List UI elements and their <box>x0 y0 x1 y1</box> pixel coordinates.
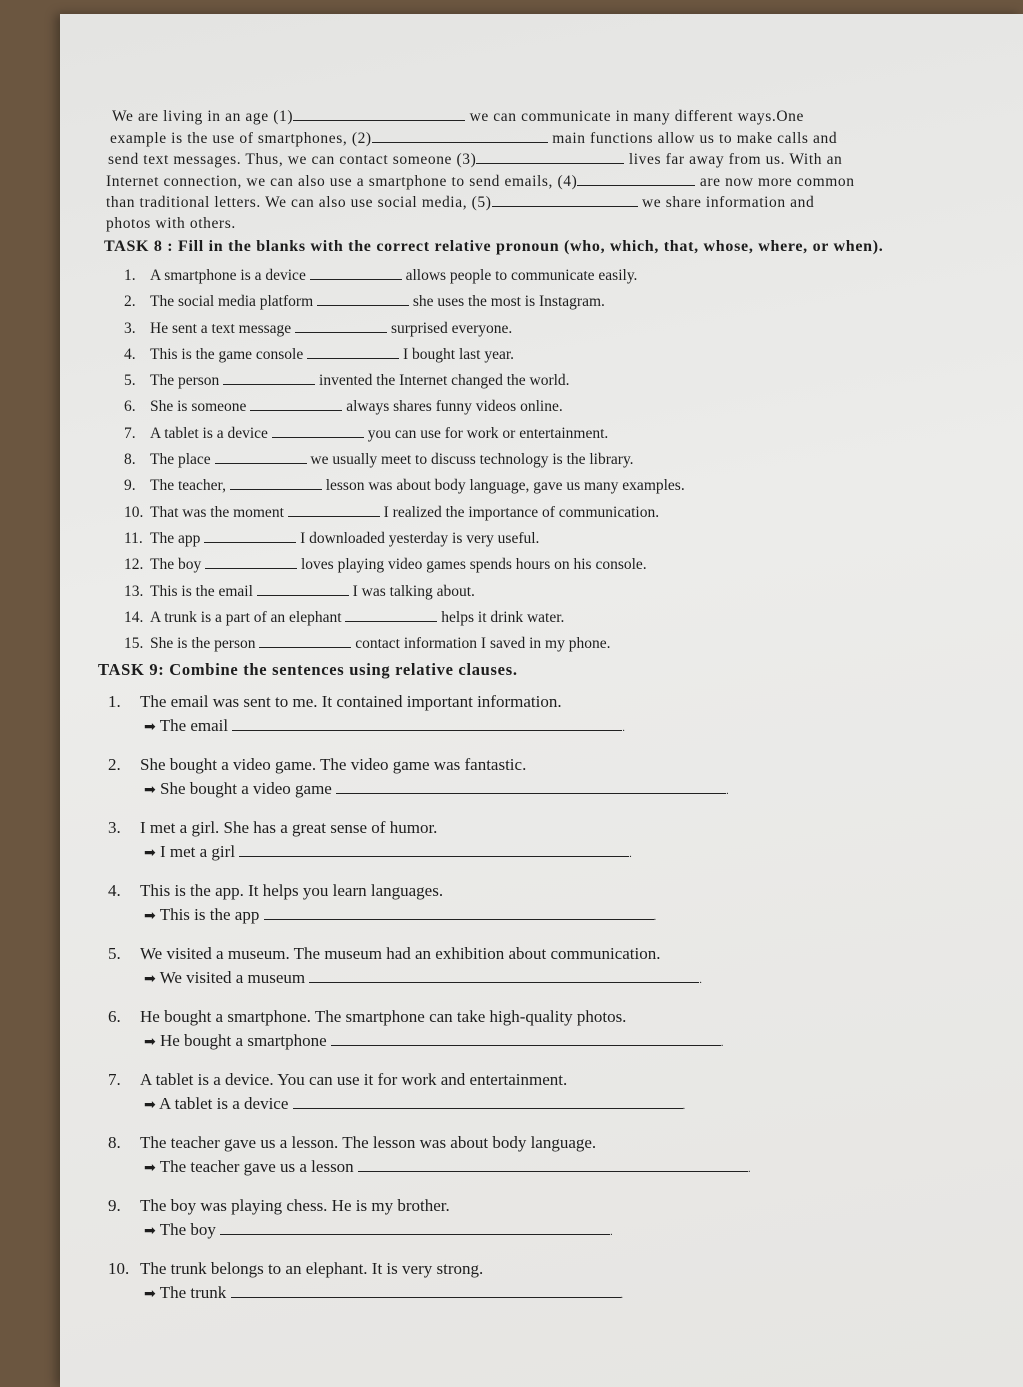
item-text-before: A tablet is a device <box>150 424 268 442</box>
blank-1[interactable] <box>293 106 465 121</box>
task8-item <box>124 289 998 315</box>
item-text-before: She is the person <box>150 635 256 653</box>
task8-item <box>124 579 998 605</box>
arrow-right-icon: ➡ <box>144 971 156 988</box>
arrow-right-icon: ➡ <box>144 1034 156 1051</box>
item-text-before: A trunk is a part of an elephant <box>150 608 342 626</box>
item-text-after: I downloaded yesterday is very useful. <box>300 529 540 547</box>
period-mark: . <box>620 1290 624 1302</box>
task8-item <box>124 368 998 394</box>
task8-item <box>124 394 998 420</box>
item-number: 6. <box>124 398 136 416</box>
question-text: I met a girl. She has a great sense of humor. <box>140 818 438 838</box>
item-number: 12. <box>124 556 144 574</box>
answer-blank[interactable] <box>288 502 380 517</box>
item-text-after: always shares funny videos online. <box>346 398 563 416</box>
answer-blank[interactable] <box>295 318 387 333</box>
answer-line[interactable] <box>336 779 726 794</box>
item-number: 1. <box>108 692 121 712</box>
task9-answer <box>108 1218 998 1245</box>
item-text-after: she uses the most is Instagram. <box>412 293 605 311</box>
task9-item <box>108 1005 998 1056</box>
item-number: 2. <box>124 293 136 311</box>
passage-line-4 <box>98 171 998 193</box>
answer-blank[interactable] <box>204 528 296 543</box>
task8-list <box>98 263 998 657</box>
arrow-right-icon: ➡ <box>144 1097 156 1114</box>
task9-item <box>108 879 998 930</box>
passage-text: lives far away from us. With an <box>628 151 843 168</box>
passage-text: We are living in an age (1) <box>112 108 294 125</box>
task8-item <box>124 342 998 368</box>
passage-line-3 <box>98 149 998 171</box>
arrow-right-icon: ➡ <box>144 908 156 925</box>
task9-answer <box>108 1029 998 1056</box>
period-mark: . <box>610 1227 613 1239</box>
task9-answer <box>108 714 998 741</box>
period-mark: . <box>622 723 625 735</box>
item-text-after: allows people to communicate easily. <box>405 267 638 284</box>
answer-line[interactable] <box>309 968 699 983</box>
question-text: We visited a museum. The museum had an exhibition about communication. <box>140 944 661 964</box>
task9-answer <box>108 1092 998 1119</box>
arrow-right-icon: ➡ <box>144 1223 156 1240</box>
task9-question <box>108 1257 998 1281</box>
item-text-after: invented the Internet changed the world. <box>319 372 570 390</box>
task9-answer <box>108 777 998 804</box>
arrow-right-icon: ➡ <box>144 1286 156 1303</box>
answer-blank[interactable] <box>215 449 307 464</box>
period-mark: . <box>682 1101 686 1113</box>
question-text: The boy was playing chess. He is my brother. <box>140 1196 450 1216</box>
answer-blank[interactable] <box>307 344 399 359</box>
passage-text: main functions allow us to make calls and <box>552 129 838 147</box>
task9-question <box>108 753 998 777</box>
item-text-before: He sent a text message <box>150 319 292 337</box>
answer-blank[interactable] <box>250 396 342 411</box>
period-mark: . <box>653 912 657 924</box>
passage-text: example is the use of smartphones, (2) <box>110 129 372 147</box>
answer-starter: The boy <box>159 1220 216 1240</box>
answer-starter: He bought a smartphone <box>159 1031 327 1051</box>
task9-answer <box>108 1155 998 1182</box>
task8-item <box>124 526 998 552</box>
period-mark: . <box>726 786 729 798</box>
answer-line[interactable] <box>220 1220 610 1235</box>
task9-answer <box>108 966 998 993</box>
task8-item <box>124 316 998 342</box>
item-number: 6. <box>108 1007 121 1027</box>
answer-blank[interactable] <box>259 633 351 648</box>
answer-starter: The email <box>159 716 229 736</box>
period-mark: . <box>699 975 702 987</box>
item-text-after: I realized the importance of communication. <box>383 503 660 521</box>
passage-text: send text messages. Thus, we can contact someone (3) <box>108 151 477 168</box>
item-number: 5. <box>124 372 136 390</box>
item-number: 15. <box>124 635 144 653</box>
passage-text: Internet connection, we can also use a smartphone to send emails, (4) <box>106 172 578 190</box>
question-text: The trunk belongs to an elephant. It is very strong. <box>140 1259 484 1279</box>
task9-question <box>108 690 998 714</box>
item-number: 8. <box>124 451 136 469</box>
item-number: 5. <box>108 944 121 964</box>
passage-text: photos with others. <box>106 214 236 232</box>
item-number: 10. <box>108 1259 130 1279</box>
blank-4[interactable] <box>577 171 695 186</box>
task8-item <box>124 500 998 526</box>
passage-text: we share information and <box>642 194 815 211</box>
task9-item <box>108 816 998 867</box>
worksheet-page <box>60 14 1023 1387</box>
task8-item <box>124 605 998 631</box>
question-text: The email was sent to me. It contained important information. <box>140 692 562 712</box>
task9-question <box>108 1131 998 1155</box>
task9-question <box>108 879 998 903</box>
task9-question <box>108 1005 998 1029</box>
item-number: 10. <box>124 503 144 521</box>
blank-2[interactable] <box>372 128 548 143</box>
period-mark: . <box>720 1038 724 1050</box>
arrow-right-icon: ➡ <box>144 782 156 799</box>
arrow-right-icon: ➡ <box>144 845 156 862</box>
arrow-right-icon: ➡ <box>144 719 156 736</box>
task9-title: TASK 9: Combine the sentences using relative clauses. <box>98 660 518 680</box>
item-number: 14. <box>124 608 144 626</box>
item-text-after: you can use for work or entertainment. <box>367 424 609 442</box>
task9-item <box>108 1068 998 1119</box>
item-text-before: The person <box>150 372 220 390</box>
answer-blank[interactable] <box>257 581 349 596</box>
item-text-after: loves playing video games spends hours on his console. <box>300 556 647 574</box>
item-text-before: This is the email <box>150 582 253 600</box>
item-text-before: A smartphone is a device <box>150 267 306 284</box>
passage-line-6 <box>98 214 998 235</box>
blank-5[interactable] <box>492 192 638 207</box>
item-text-before: The app <box>150 529 201 547</box>
arrow-right-icon: ➡ <box>144 1160 156 1177</box>
item-text-before: She is someone <box>150 398 247 416</box>
task9-item <box>108 690 998 741</box>
period-mark: . <box>629 849 632 861</box>
item-text-after: I was talking about. <box>352 582 475 600</box>
passage-line-5 <box>98 192 998 214</box>
task9-item <box>108 1257 998 1308</box>
item-text-after: lesson was about body language, gave us many examples. <box>325 477 685 495</box>
task9-list <box>98 690 998 1308</box>
item-text-after: we usually meet to discuss technology is the library. <box>310 451 634 469</box>
answer-line[interactable] <box>358 1157 748 1172</box>
passage <box>98 106 998 234</box>
answer-line[interactable] <box>293 1094 683 1109</box>
answer-line[interactable] <box>331 1031 721 1046</box>
question-text: The teacher gave us a lesson. The lesson was about body language. <box>140 1133 597 1153</box>
task9-question <box>108 816 998 840</box>
answer-blank[interactable] <box>317 291 409 306</box>
task8-item <box>124 263 998 289</box>
task9-item <box>108 1131 998 1182</box>
task9-answer <box>108 1281 998 1308</box>
passage-line-2 <box>98 128 998 150</box>
answer-blank[interactable] <box>272 423 364 438</box>
answer-blank[interactable] <box>223 370 315 385</box>
answer-blank[interactable] <box>345 607 437 622</box>
item-text-before: The teacher, <box>150 477 226 495</box>
item-number: 2. <box>108 755 121 775</box>
answer-blank[interactable] <box>230 475 322 490</box>
passage-text: than traditional letters. We can also use social media, (5) <box>106 194 492 211</box>
item-number: 1. <box>124 267 136 284</box>
answer-starter: The trunk <box>159 1283 227 1303</box>
task8-item <box>124 421 998 447</box>
item-text-before: This is the game console <box>150 345 304 363</box>
item-text-before: The boy <box>150 556 202 574</box>
item-number: 9. <box>124 477 136 495</box>
item-number: 3. <box>124 319 136 337</box>
item-number: 9. <box>108 1196 121 1216</box>
item-number: 13. <box>124 582 144 600</box>
task9-question <box>108 1068 998 1092</box>
answer-blank[interactable] <box>205 554 297 569</box>
item-text-before: The social media platform <box>150 293 314 311</box>
task9-answer <box>108 840 998 867</box>
question-text: He bought a smartphone. The smartphone can take high-quality photos. <box>140 1007 627 1027</box>
answer-starter: This is the app <box>159 905 260 925</box>
answer-starter: A tablet is a device <box>159 1094 289 1114</box>
question-text: She bought a video game. The video game was fantastic. <box>140 755 527 775</box>
item-text-after: contact information I saved in my phone. <box>355 635 611 653</box>
worksheet-content <box>98 106 998 1320</box>
answer-starter: The teacher gave us a lesson <box>159 1157 354 1177</box>
answer-starter: We visited a museum <box>159 968 306 988</box>
item-text-after: helps it drink water. <box>441 608 565 626</box>
item-number: 4. <box>108 881 121 901</box>
answer-line[interactable] <box>264 905 654 920</box>
answer-starter: She bought a video game <box>159 779 332 799</box>
task8-item <box>124 631 998 657</box>
answer-line[interactable] <box>231 1283 621 1298</box>
item-text-before: The place <box>150 451 211 469</box>
task9-item <box>108 942 998 993</box>
answer-starter: I met a girl <box>159 842 236 862</box>
passage-text: we can communicate in many different ways.One <box>469 108 805 125</box>
passage-text: are now more common <box>699 172 855 190</box>
item-number: 7. <box>124 424 136 442</box>
question-text: This is the app. It helps you learn languages. <box>140 881 444 901</box>
task8-item <box>124 552 998 578</box>
item-text-before: That was the moment <box>150 503 284 521</box>
question-text: A tablet is a device. You can use it for work and entertainment. <box>140 1070 568 1090</box>
item-text-after: I bought last year. <box>403 345 515 363</box>
item-number: 8. <box>108 1133 121 1153</box>
answer-blank[interactable] <box>310 265 402 280</box>
item-text-after: surprised everyone. <box>390 319 513 337</box>
answer-line[interactable] <box>232 716 622 731</box>
task8-item <box>124 473 998 499</box>
task9-item <box>108 753 998 804</box>
period-mark: . <box>747 1164 751 1176</box>
item-number: 4. <box>124 345 136 363</box>
passage-line-1 <box>98 106 998 128</box>
task9-answer <box>108 903 998 930</box>
item-number: 3. <box>108 818 121 838</box>
answer-line[interactable] <box>239 842 629 857</box>
item-number: 11. <box>124 529 143 547</box>
task9-item <box>108 1194 998 1245</box>
task8-item <box>124 447 998 473</box>
item-number: 7. <box>108 1070 121 1090</box>
blank-3[interactable] <box>476 149 624 164</box>
task9-question <box>108 942 998 966</box>
task9-question <box>108 1194 998 1218</box>
task8-title: TASK 8 : Fill in the blanks with the correct relative pronoun (who, which, that, whose, where, or when). <box>104 238 884 255</box>
